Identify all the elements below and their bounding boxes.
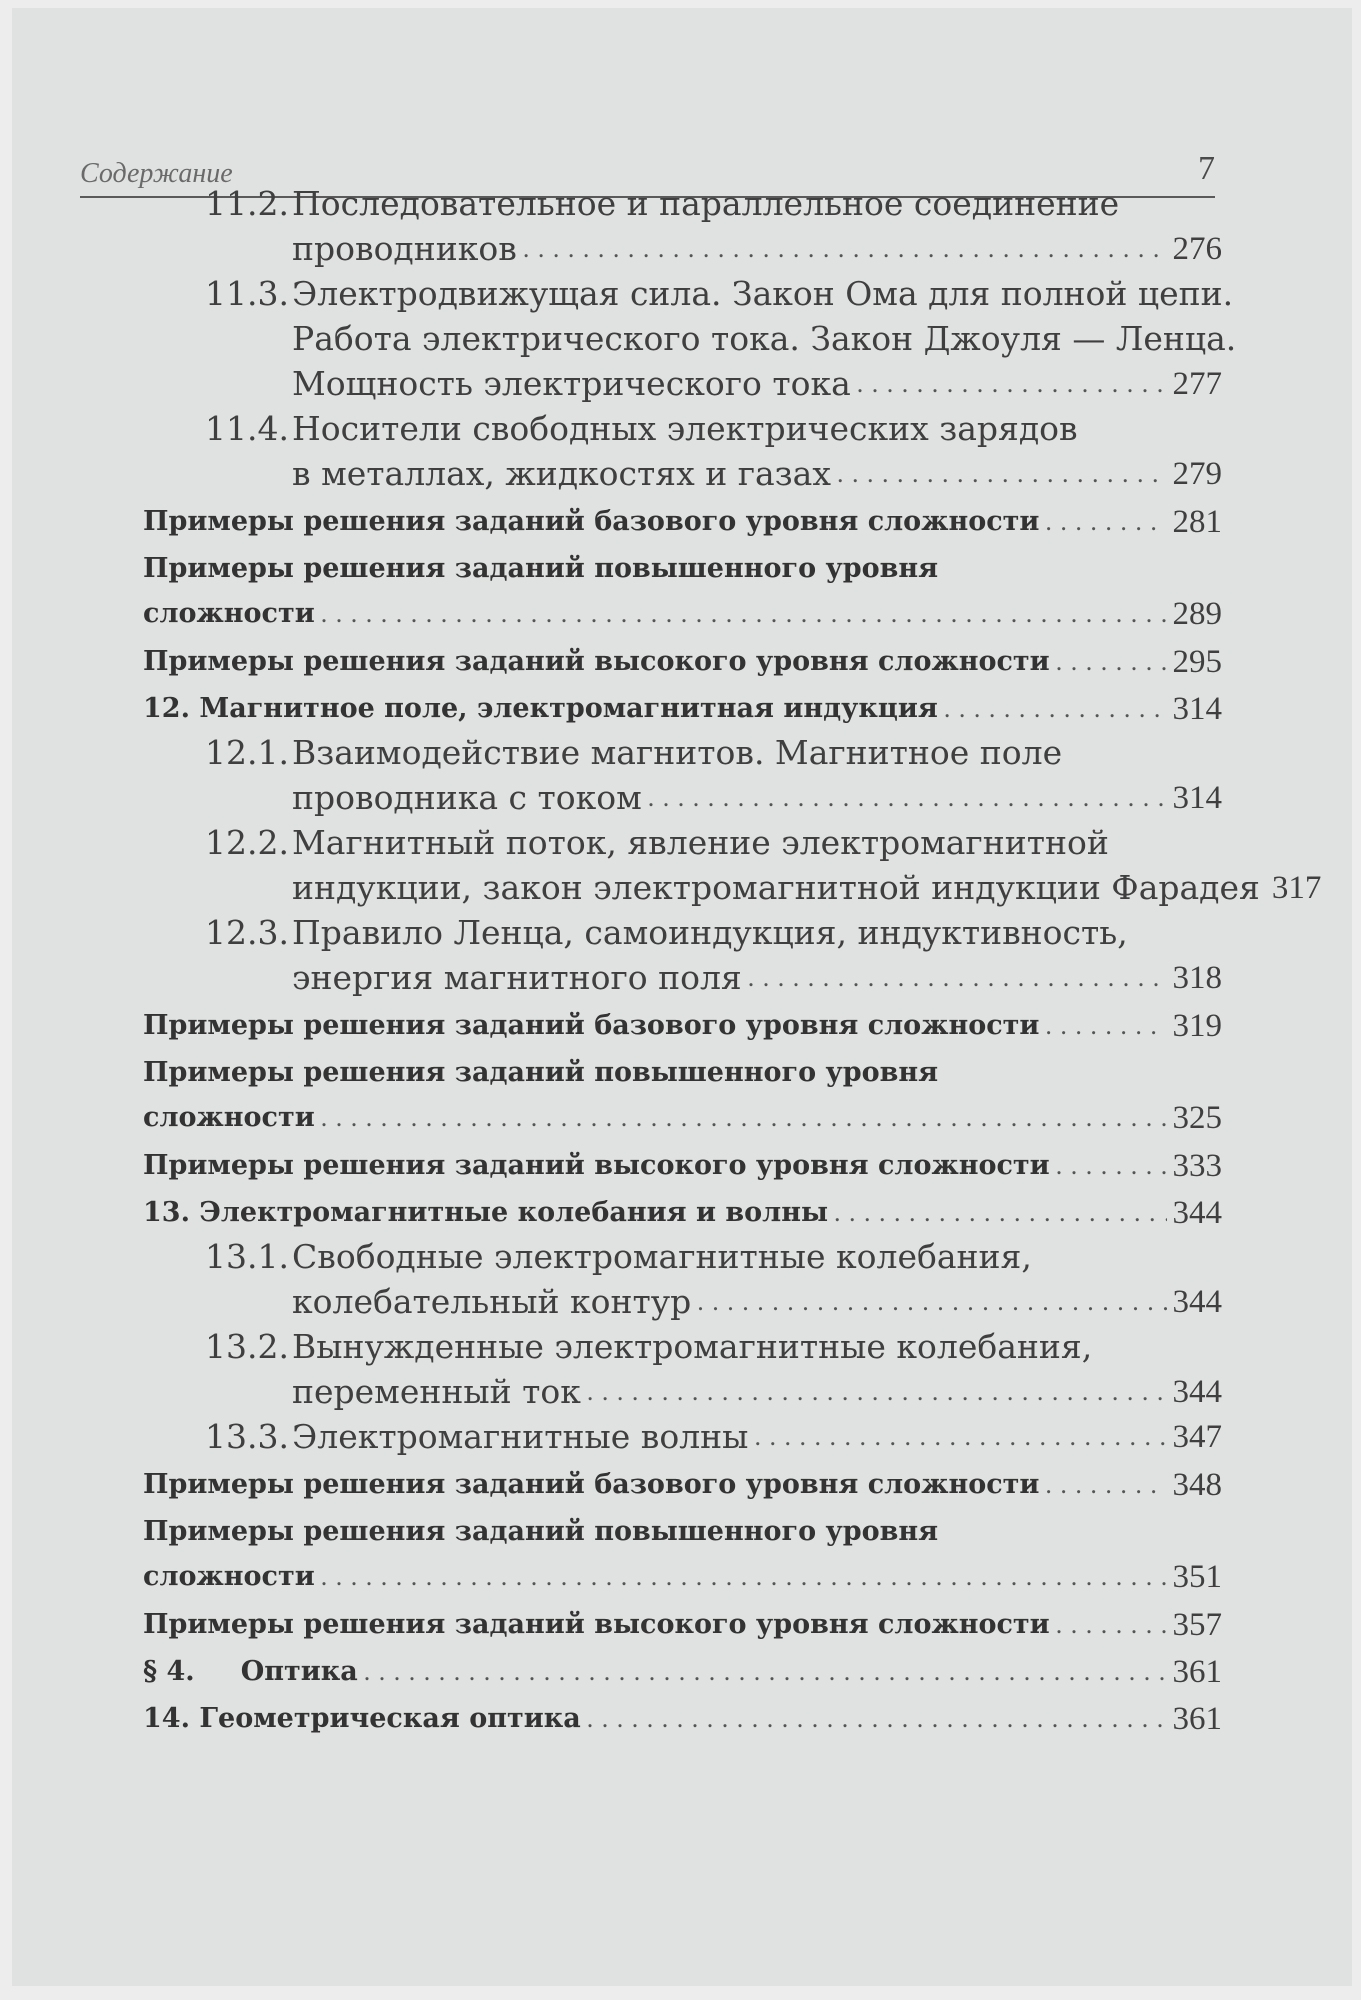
toc-entry-title: сложности bbox=[143, 1102, 315, 1133]
dot-leader bbox=[697, 1279, 1166, 1325]
toc-entry-number: 13.2. bbox=[205, 1327, 289, 1366]
toc-entry-line bbox=[143, 1649, 1222, 1695]
toc-entry-line bbox=[143, 1050, 938, 1096]
toc-entry-page: 344 bbox=[1172, 1374, 1222, 1410]
toc-entry-title: энергия магнитного поля bbox=[292, 958, 742, 997]
toc-entry-title: Работа электрического тока. Закон Джоуля — Ленца. bbox=[292, 319, 1237, 358]
toc-entry-page: 361 bbox=[1172, 1654, 1222, 1690]
toc-entry-title: Правило Ленца, самоиндукция, индуктивность, bbox=[292, 913, 1128, 952]
toc-entry-page: 295 bbox=[1172, 644, 1222, 680]
toc-entry-line bbox=[143, 1462, 1222, 1508]
toc-entry-line bbox=[143, 1095, 1222, 1141]
toc-entry-page: 277 bbox=[1172, 366, 1222, 402]
toc-entry-page: 348 bbox=[1172, 1467, 1222, 1503]
toc-entry-line bbox=[205, 1234, 1032, 1280]
dot-leader bbox=[834, 1190, 1166, 1236]
toc-entry-title: 14. Геометрическая оптика bbox=[143, 1703, 581, 1734]
toc-entry-title: Примеры решения заданий повышенного уровня bbox=[143, 1516, 939, 1547]
toc-entry-title: Примеры решения заданий базового уровня сложности bbox=[143, 506, 1040, 537]
toc-entry-page: 344 bbox=[1172, 1284, 1222, 1320]
dot-leader bbox=[364, 1649, 1167, 1695]
toc-entry-title: Примеры решения заданий повышенного уровня bbox=[143, 553, 939, 584]
toc-entry-line bbox=[143, 499, 1222, 545]
toc-entry-title: в металлах, жидкостях и газах bbox=[292, 454, 831, 493]
toc-entry-line bbox=[205, 1324, 1093, 1370]
toc-entry-number: § 4. bbox=[143, 1656, 195, 1687]
toc-entry-line bbox=[143, 1602, 1222, 1648]
toc-entry-title: 12. Магнитное поле, электромагнитная индукция bbox=[143, 693, 938, 724]
dot-leader bbox=[523, 226, 1167, 272]
toc-entry-page: 281 bbox=[1172, 504, 1222, 540]
dot-leader bbox=[857, 361, 1167, 407]
toc-entry-line bbox=[143, 686, 1222, 732]
dot-leader bbox=[1045, 1462, 1166, 1508]
toc-entry-number: 13.1. bbox=[205, 1237, 289, 1276]
dot-leader bbox=[587, 1696, 1167, 1742]
toc-entry-line bbox=[143, 546, 938, 592]
toc-entry-line bbox=[292, 865, 1322, 911]
toc-entry-line bbox=[143, 1554, 1222, 1600]
toc-entry-page: 276 bbox=[1172, 231, 1222, 267]
toc-entry-title: сложности bbox=[143, 598, 315, 629]
dot-leader bbox=[321, 591, 1167, 637]
toc-entry-title: индукции, закон электромагнитной индукции Фарадея bbox=[292, 868, 1260, 907]
toc-entry-number: 13.3. bbox=[205, 1417, 289, 1456]
dot-leader bbox=[648, 775, 1167, 821]
toc-entry-title: Примеры решения заданий базового уровня сложности bbox=[143, 1010, 1040, 1041]
header-title: Содержание bbox=[80, 158, 233, 189]
toc-entry-line bbox=[205, 181, 1120, 227]
toc-entry-page: 347 bbox=[1172, 1419, 1222, 1455]
toc-entry-page: 357 bbox=[1172, 1607, 1222, 1643]
dot-leader bbox=[321, 1095, 1167, 1141]
toc-entry-title: Примеры решения заданий повышенного уровня bbox=[143, 1057, 939, 1088]
toc-entry-line bbox=[205, 820, 1109, 866]
toc-entry-title: Оптика bbox=[240, 1656, 358, 1687]
toc-entry-title: переменный ток bbox=[292, 1372, 581, 1411]
toc-entry-title: 13. Электромагнитные колебания и волны bbox=[143, 1197, 829, 1228]
dot-leader bbox=[321, 1554, 1167, 1600]
toc-entry-line bbox=[292, 226, 1222, 272]
toc-entry-line bbox=[292, 316, 1236, 362]
header-page-number: 7 bbox=[1198, 150, 1215, 187]
toc-entry-line bbox=[205, 271, 1234, 317]
dot-leader bbox=[1045, 499, 1166, 545]
dot-leader bbox=[1056, 1602, 1167, 1648]
toc-entry-number: 12.3. bbox=[205, 913, 289, 952]
toc-entry-title: Носители свободных электрических зарядов bbox=[292, 409, 1078, 448]
toc-entry-line bbox=[292, 775, 1222, 821]
toc-entry-line bbox=[292, 1369, 1222, 1415]
toc-entry-title: Магнитный поток, явление электромагнитной bbox=[292, 823, 1109, 862]
toc-entry-line bbox=[143, 1696, 1222, 1742]
toc-entry-line bbox=[292, 955, 1222, 1001]
toc-entry-line bbox=[292, 361, 1222, 407]
toc-entry-number: 11.2. bbox=[205, 184, 289, 223]
toc-entry-number: 11.3. bbox=[205, 274, 289, 313]
toc-entry-line bbox=[143, 639, 1222, 685]
toc-entry-page: 351 bbox=[1172, 1559, 1222, 1595]
toc-entry-line bbox=[143, 1509, 938, 1555]
dot-leader bbox=[1056, 1143, 1167, 1189]
dot-leader bbox=[944, 686, 1167, 732]
toc-entry-page: 318 bbox=[1172, 960, 1222, 996]
dot-leader bbox=[587, 1369, 1167, 1415]
toc-entry-page: 333 bbox=[1172, 1148, 1222, 1184]
toc-entry-line bbox=[143, 1003, 1222, 1049]
toc-entry-number: 12.1. bbox=[205, 733, 289, 772]
toc-entry-title: Взаимодействие магнитов. Магнитное поле bbox=[292, 733, 1063, 772]
toc-entry-page: 344 bbox=[1172, 1195, 1222, 1231]
toc-entry-line bbox=[205, 1414, 1222, 1460]
toc-entry-title: проводника с током bbox=[292, 778, 642, 817]
toc-entry-title: сложности bbox=[143, 1561, 315, 1592]
dot-leader bbox=[1045, 1003, 1166, 1049]
toc-entry-page: 289 bbox=[1172, 596, 1222, 632]
toc-entry-page: 279 bbox=[1172, 456, 1222, 492]
toc-entry-number: 11.4. bbox=[205, 409, 289, 448]
toc-entry-line bbox=[143, 1143, 1222, 1189]
toc-entry-page: 325 bbox=[1172, 1100, 1222, 1136]
toc-entry-page: 314 bbox=[1172, 780, 1222, 816]
toc-entry-title: Примеры решения заданий базового уровня сложности bbox=[143, 1469, 1040, 1500]
toc-entry-line bbox=[205, 730, 1063, 776]
toc-entry-page: 319 bbox=[1172, 1008, 1222, 1044]
toc-entry-title: Мощность электрического тока bbox=[292, 364, 851, 403]
toc-entry-title: Последовательное и параллельное соединение bbox=[292, 184, 1120, 223]
toc-entry-number: 12.2. bbox=[205, 823, 289, 862]
toc-entry-title: Электродвижущая сила. Закон Ома для полной цепи. bbox=[292, 274, 1234, 313]
toc-entry-title: Вынужденные электромагнитные колебания, bbox=[292, 1327, 1093, 1366]
toc-entry-title: Примеры решения заданий высокого уровня сложности bbox=[143, 1150, 1050, 1181]
toc-entry-line bbox=[205, 910, 1128, 956]
dot-leader bbox=[748, 955, 1167, 1001]
toc-entry-title: Примеры решения заданий высокого уровня сложности bbox=[143, 1609, 1050, 1640]
toc-entry-title: Примеры решения заданий высокого уровня сложности bbox=[143, 646, 1050, 677]
toc-entry-title: проводников bbox=[292, 229, 517, 268]
dot-leader bbox=[837, 451, 1167, 497]
dot-leader bbox=[1056, 639, 1167, 685]
toc-entry-title: Электромагнитные волны bbox=[292, 1417, 749, 1456]
toc-entry-page: 361 bbox=[1172, 1701, 1222, 1737]
toc-entry-page: 317 bbox=[1271, 870, 1322, 906]
dot-leader bbox=[754, 1414, 1166, 1460]
toc-entry-line bbox=[143, 1190, 1222, 1236]
toc-entry-title: Свободные электромагнитные колебания, bbox=[292, 1237, 1032, 1276]
toc-entry-line bbox=[143, 591, 1222, 637]
toc-entry-line bbox=[205, 406, 1078, 452]
toc-entry-line bbox=[292, 451, 1222, 497]
toc-entry-title: колебательный контур bbox=[292, 1282, 692, 1321]
toc-entry-line bbox=[292, 1279, 1222, 1325]
toc-entry-page: 314 bbox=[1172, 691, 1222, 727]
